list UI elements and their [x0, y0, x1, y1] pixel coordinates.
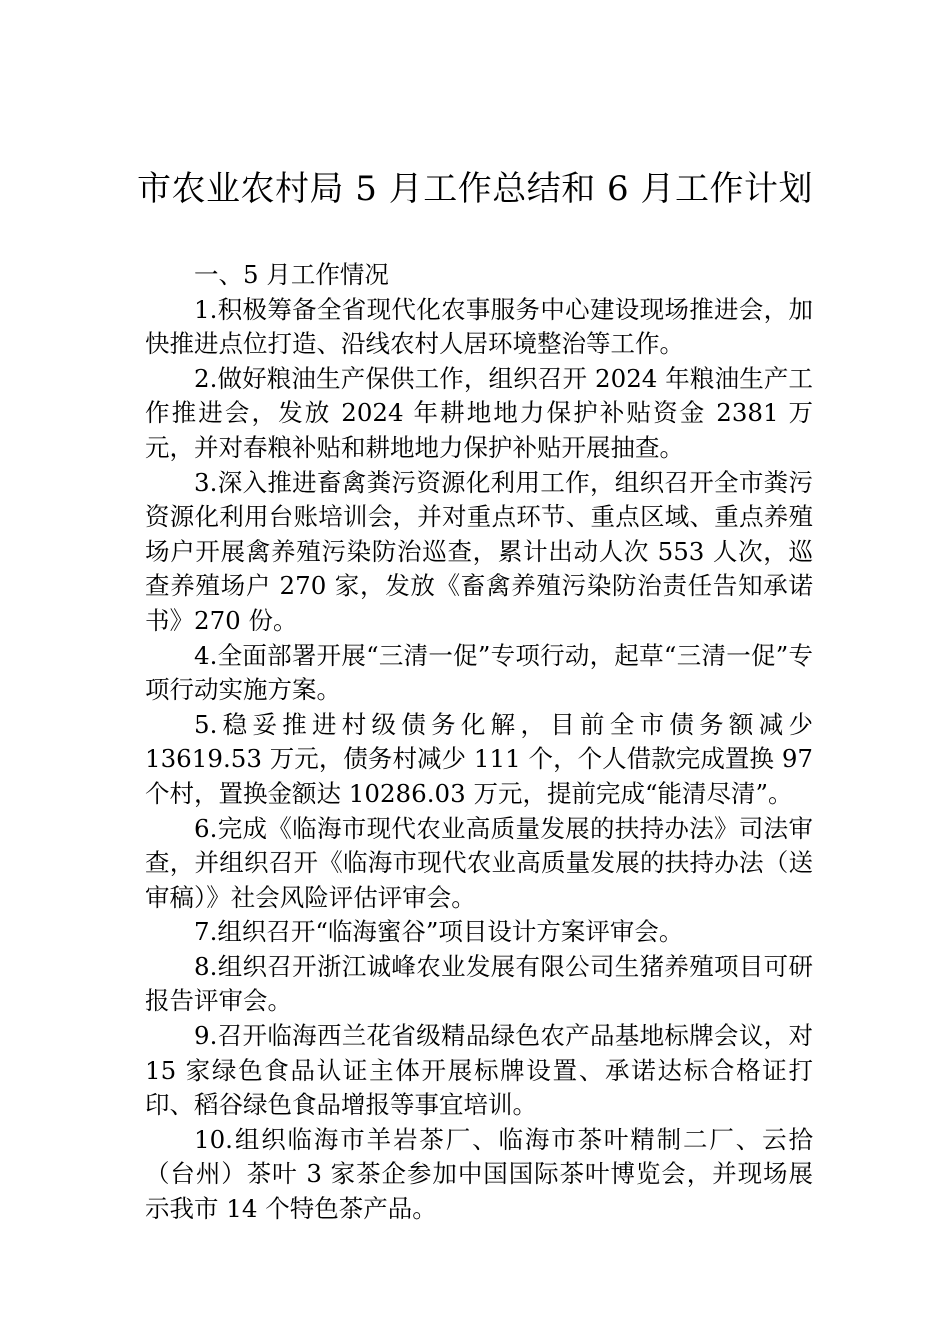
- section-heading: 一、5 月工作情况: [194, 260, 389, 289]
- list-item: 8.组织召开浙江诚峰农业发展有限公司生猪养殖项目可研报告评审会。: [145, 951, 813, 1016]
- list-item: 3.深入推进畜禽粪污资源化利用工作，组织召开全市粪污资源化利用台账培训会，并对重点环节、重点区域、重点养殖场户开展禽养殖污染防治巡查，累计出动人次 553 人次，巡查养殖场户 270 家，发放《畜禽养殖污染防治责任告知承诺书》270 份。: [145, 467, 813, 635]
- list-item: 6.完成《临海市现代农业高质量发展的扶持办法》司法审查，并组织召开《临海市现代农业高质量发展的扶持办法（送审稿）》社会风险评估评审会。: [145, 813, 813, 912]
- list-item: 4.全面部署开展“三清一促”专项行动，起草“三清一促”专项行动实施方案。: [145, 640, 813, 705]
- document-body: [145, 258, 813, 1227]
- list-item: 9.召开临海西兰花省级精品绿色农产品基地标牌会议，对 15 家绿色食品认证主体开展标牌设置、承诺达标合格证打印、稻谷绿色食品增报等事宜培训。: [145, 1021, 813, 1120]
- document-title: 市农业农村局 5 月工作总结和 6 月工作计划: [137, 169, 813, 209]
- list-item: 10.组织临海市羊岩茶厂、临海市茶叶精制二厂、云拾（台州）茶叶 3 家茶企参加中国国际茶叶博览会，并现场展示我市 14 个特色茶产品。: [145, 1124, 813, 1224]
- list-item: 5.稳妥推进村级债务化解，目前全市债务额减少 13619.53 万元，债务村减少 111 个，个人借款完成置换 97 个村，置换金额达 10286.03 万元，提前完成“能清尽清”。: [145, 709, 813, 808]
- list-item: 1.积极筹备全省现代化农事服务中心建设现场推进会，加快推进点位打造、沿线农村人居环境整治等工作。: [145, 294, 813, 359]
- list-item: 7.组织召开“临海蜜谷”项目设计方案评审会。: [194, 917, 684, 947]
- list-item: 2.做好粮油生产保供工作，组织召开 2024 年粮油生产工作推进会，发放 2024 年耕地地力保护补贴资金 2381 万元，并对春粮补贴和耕地地力保护补贴开展抽查。: [145, 363, 813, 462]
